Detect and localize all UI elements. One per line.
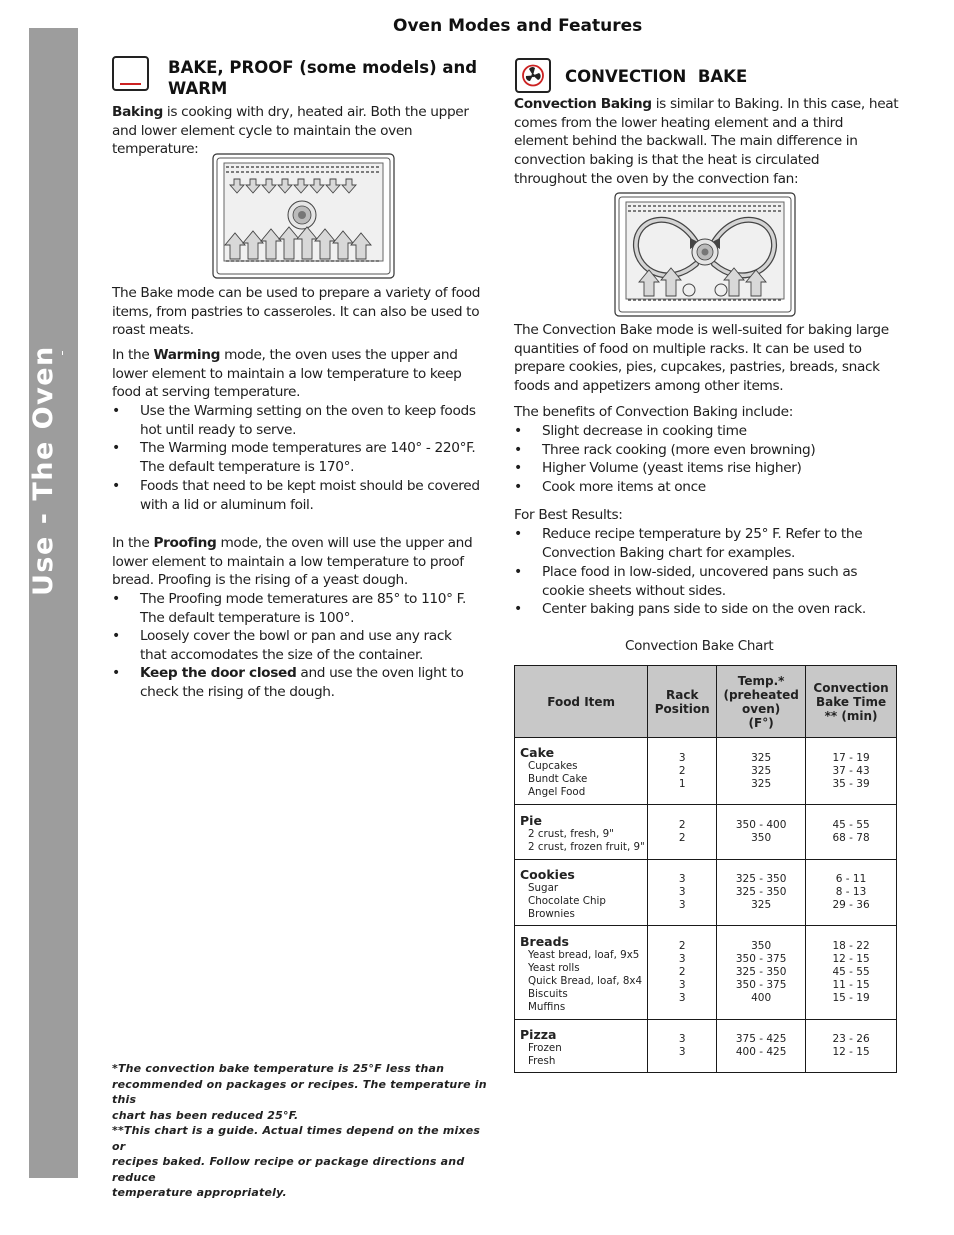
best-results-bullet-2-line2: cookie sheets without sides. xyxy=(542,582,726,599)
proofing-term: Proofing xyxy=(153,535,217,551)
header-rack-line2: Position xyxy=(654,701,710,716)
rack-value: 2 xyxy=(678,832,686,844)
warming-bullet-1 xyxy=(140,402,492,439)
header-time-line3: ** (min) xyxy=(824,708,878,723)
header-bake-time xyxy=(806,666,897,738)
temperature-value: 325 xyxy=(751,777,772,790)
bake-time-value: 37 - 43 xyxy=(832,764,870,777)
footnote-2-line1: **This chart is a guide. Actual times depend on the mixes or xyxy=(112,1124,481,1153)
header-rack-position xyxy=(648,666,717,738)
bake-oven-illustration xyxy=(212,153,395,279)
warming-term: Warming xyxy=(153,347,221,363)
best-results-bullet-1-line1: • Reduce recipe temperature by 25° F. Refer to the xyxy=(542,526,863,542)
footnote-1-line1: *The convection bake temperature is 25°F less than xyxy=(112,1062,445,1075)
bake-time-value: 35 - 39 xyxy=(832,777,870,790)
baking-line1: is cooking with dry, heated air. Both the upper xyxy=(166,104,469,120)
sidebar-tick-mark xyxy=(62,351,63,355)
convection-mode-line2: quantities of food on multiple racks. It can be used to xyxy=(514,340,862,357)
footnote-1-line2: recommended on packages or recipes. The temperature in this xyxy=(112,1077,487,1106)
temperature-value: 325 xyxy=(751,899,772,911)
temperature-value: 350 - 375 xyxy=(735,953,787,965)
header-temp-line2: (preheated xyxy=(723,687,799,702)
bake-time-value: 18 - 22 xyxy=(832,940,870,952)
temperature-cell xyxy=(717,926,806,1020)
rack-value: 3 xyxy=(678,979,686,991)
baking-line2: and lower element cycle to maintain the oven xyxy=(112,122,413,139)
convection-mode-paragraph xyxy=(514,321,906,396)
header-food-label: Food Item xyxy=(547,694,616,709)
proofing-bullet-3 xyxy=(140,664,492,701)
chart-row-pie xyxy=(515,805,897,860)
page-header: Oven Modes and Features xyxy=(393,16,643,36)
food-item: Quick Bread, loaf, 8x4 xyxy=(528,974,643,987)
warming-paragraph xyxy=(112,346,492,402)
warming-bullet-1-line2: hot until ready to serve. xyxy=(140,421,297,438)
convection-line5: throughout the oven by the convection fan: xyxy=(514,170,799,187)
food-category: Cookies xyxy=(520,866,575,882)
best-results-bullet-1-line2: Convection Baking chart for examples. xyxy=(542,544,795,561)
bake-mode-icon xyxy=(112,56,149,91)
proofing-line3: bread. Proofing is the rising of a yeast dough. xyxy=(112,572,408,589)
proofing-intro: In the xyxy=(112,535,150,551)
convection-line2: comes from the lower heating element and a third xyxy=(514,114,844,131)
food-item: Biscuits xyxy=(528,987,568,1000)
oven-element-icon xyxy=(120,83,141,85)
warming-line1: mode, the oven uses the upper and xyxy=(224,347,458,363)
temperature-value: 325 - 350 xyxy=(735,873,787,885)
food-item: Fresh xyxy=(528,1054,556,1067)
proofing-bullet-1-line2: The default temperature is 100°. xyxy=(140,609,355,626)
convection-mode-icon xyxy=(515,58,551,93)
header-temp xyxy=(717,666,806,738)
bake-mode-line3: roast meats. xyxy=(112,322,194,339)
food-item: Chocolate Chip xyxy=(528,894,606,907)
baking-term: Baking xyxy=(112,104,163,120)
temperature-value: 325 xyxy=(751,751,772,764)
bake-time-cell xyxy=(806,926,897,1020)
rack-position-cell xyxy=(648,805,717,860)
bake-time-value: 45 - 55 xyxy=(832,819,870,831)
temperature-cell xyxy=(717,805,806,860)
rack-value: 2 xyxy=(678,819,686,831)
warming-intro: In the xyxy=(112,347,150,363)
chart-row-cake xyxy=(515,738,897,805)
warming-bullet-3-line1: • Foods that need to be kept moist should be covered xyxy=(140,478,480,494)
rack-value: 3 xyxy=(678,1033,686,1045)
bake-title-line2: WARM xyxy=(168,79,228,98)
rack-value: 3 xyxy=(678,751,686,764)
chart-footnotes xyxy=(112,1061,496,1201)
chart-row-pizza xyxy=(515,1020,897,1073)
bake-time-cell xyxy=(806,805,897,860)
warming-line2: lower element to maintain a low temperature to keep xyxy=(112,365,462,382)
benefit-item: • Three rack cooking (more even browning) xyxy=(542,441,815,460)
header-food-item xyxy=(515,666,648,738)
bake-mode-line2: items, from pastries to casseroles. It can also be used to xyxy=(112,303,480,320)
best-results-bullet-3: • Center baking pans side to side on the oven rack. xyxy=(542,600,902,619)
chart-header-row xyxy=(515,666,897,738)
proofing-bullet-3-line1: and use the oven light to xyxy=(300,665,464,681)
food-item: 2 crust, fresh, 9" xyxy=(528,827,614,840)
keep-door-closed-term: Keep the door closed xyxy=(140,665,297,681)
rack-value: 3 xyxy=(678,886,686,898)
food-item-cell xyxy=(515,860,648,926)
rack-position-cell xyxy=(648,860,717,926)
temperature-value: 325 - 350 xyxy=(735,886,787,898)
temperature-cell xyxy=(717,1020,806,1073)
rack-value: 3 xyxy=(678,873,686,885)
food-item-cell xyxy=(515,1020,648,1073)
food-item: Yeast rolls xyxy=(528,961,580,974)
food-item: Angel Food xyxy=(528,786,586,798)
proofing-bullet-2-line2: that accomodates the size of the container. xyxy=(140,646,423,663)
chart-body xyxy=(515,738,897,1073)
benefit-item: • Cook more items at once xyxy=(542,478,706,497)
food-item: Sugar xyxy=(528,881,559,894)
bake-mode-line1: The Bake mode can be used to prepare a variety of food xyxy=(112,285,481,301)
food-category: Cake xyxy=(520,745,555,760)
header-temp-line4: (F°) xyxy=(748,715,774,730)
sidebar-title: Use - The Oven xyxy=(28,345,59,596)
food-category: Pizza xyxy=(520,1026,557,1042)
chart-row-cookies xyxy=(515,860,897,926)
warming-bullet-3-line2: with a lid or aluminum foil. xyxy=(140,496,314,513)
temperature-value: 400 - 425 xyxy=(735,1046,787,1058)
proofing-bullet-2-line1: • Loosely cover the bowl or pan and use any rack xyxy=(140,628,452,644)
food-category: Pie xyxy=(520,812,542,828)
header-temp-line3: oven) xyxy=(742,701,781,716)
bake-time-value: 15 - 19 xyxy=(832,992,870,1004)
food-item: Brownies xyxy=(528,907,575,920)
food-item: Frozen xyxy=(528,1041,562,1054)
proofing-bullet-3-line2: check the rising of the dough. xyxy=(140,683,335,700)
convection-line3: element behind the backwall. The main difference in xyxy=(514,133,858,150)
header-time-line1: Convection xyxy=(813,680,889,695)
rack-position-cell xyxy=(648,738,717,805)
rack-value: 3 xyxy=(678,899,686,911)
temperature-cell xyxy=(717,738,806,805)
bake-section-title xyxy=(168,57,477,99)
footnote-2-line2: recipes baked. Follow recipe or package directions and reduce xyxy=(112,1155,465,1184)
proofing-bullet-1 xyxy=(140,590,492,627)
food-item: Cupcakes xyxy=(528,760,578,772)
best-results-bullet-2-line1: • Place food in low-sided, uncovered pans such as xyxy=(542,564,858,580)
bake-time-value: 23 - 26 xyxy=(832,1033,870,1045)
warming-line3: food at serving temperature. xyxy=(112,384,301,401)
food-item: 2 crust, frozen fruit, 9" xyxy=(528,840,645,853)
baking-paragraph xyxy=(112,103,492,159)
header-temp-line1: Temp.* xyxy=(737,673,785,688)
bake-time-value: 29 - 36 xyxy=(832,899,870,911)
bake-time-value: 12 - 15 xyxy=(832,1046,870,1058)
proofing-line1: mode, the oven will use the upper and xyxy=(220,535,473,551)
bake-time-value: 68 - 78 xyxy=(832,832,870,844)
temperature-value: 375 - 425 xyxy=(735,1033,787,1045)
convection-mode-line4: foods and appetizers among other items. xyxy=(514,378,784,395)
proofing-bullet-2 xyxy=(140,627,492,664)
warming-bullet-2 xyxy=(140,439,492,476)
temperature-value: 325 - 350 xyxy=(735,966,787,978)
temperature-value: 400 xyxy=(751,992,772,1004)
header-time-line2: Bake Time xyxy=(815,694,887,709)
temperature-value: 325 xyxy=(751,764,772,777)
food-item: Bundt Cake xyxy=(528,773,588,785)
best-results-bullet-1 xyxy=(542,525,902,562)
rack-value: 3 xyxy=(678,992,686,1004)
rack-value: 3 xyxy=(678,953,686,965)
convection-paragraph xyxy=(514,95,900,189)
footnote-2-line3: temperature appropriately. xyxy=(112,1186,287,1199)
food-item: Yeast bread, loaf, 9x5 xyxy=(528,948,640,961)
food-item-cell xyxy=(515,926,648,1020)
temperature-value: 350 - 400 xyxy=(735,819,787,831)
bake-time-cell xyxy=(806,1020,897,1073)
bake-title-line1: BAKE, PROOF (some models) and xyxy=(168,58,478,77)
bake-time-value: 6 - 11 xyxy=(835,873,867,885)
warming-bullet-3 xyxy=(140,477,492,514)
best-results-bullet-2 xyxy=(542,563,902,600)
bake-time-value: 45 - 55 xyxy=(832,966,870,978)
rack-value: 2 xyxy=(678,940,686,952)
convection-section-title: CONVECTION BAKE xyxy=(565,67,748,86)
rack-value: 1 xyxy=(678,777,686,790)
chart-title: Convection Bake Chart xyxy=(625,638,774,654)
temperature-value: 350 xyxy=(751,940,772,952)
bake-time-cell xyxy=(806,860,897,926)
proofing-line2: lower element to maintain a low temperature to proof xyxy=(112,553,464,570)
temperature-value: 350 xyxy=(751,832,772,844)
rack-position-cell xyxy=(648,926,717,1020)
rack-value: 2 xyxy=(678,764,686,777)
convection-bake-chart xyxy=(514,665,897,1073)
convection-baking-term: Convection Baking xyxy=(514,96,652,112)
bake-time-value: 8 - 13 xyxy=(835,886,867,898)
sidebar-band xyxy=(29,28,78,1178)
benefit-item: • Higher Volume (yeast items rise higher) xyxy=(542,459,802,478)
food-item-cell xyxy=(515,738,648,805)
bake-mode-paragraph xyxy=(112,284,492,340)
proofing-bullet-1-line1: • The Proofing mode temeratures are 85° to 110° F. xyxy=(140,591,466,607)
warming-bullet-2-line2: The default temperature is 170°. xyxy=(140,458,355,475)
warming-bullet-2-line1: • The Warming mode temperatures are 140° - 220°F. xyxy=(140,440,476,456)
convection-oven-illustration xyxy=(614,192,796,317)
food-item: Muffins xyxy=(528,1000,566,1013)
temperature-cell xyxy=(717,860,806,926)
temperature-value: 350 - 375 xyxy=(735,979,787,991)
food-item-cell xyxy=(515,805,648,860)
best-results-intro: For Best Results: xyxy=(514,507,623,523)
convection-fan-icon xyxy=(517,60,549,91)
convection-line1: is similar to Baking. In this case, heat xyxy=(655,96,899,112)
convection-line4: convection baking is that the heat is circulated xyxy=(514,152,820,169)
header-rack-line1: Rack xyxy=(666,687,699,702)
chart-row-breads xyxy=(515,926,897,1020)
proofing-paragraph xyxy=(112,534,492,590)
benefit-item: • Slight decrease in cooking time xyxy=(542,422,747,441)
convection-mode-line3: prepare cookies, pies, cupcakes, pastries, breads, snack xyxy=(514,359,880,376)
bake-time-value: 12 - 15 xyxy=(832,953,870,965)
rack-position-cell xyxy=(648,1020,717,1073)
warming-bullet-1-line1: • Use the Warming setting on the oven to keep foods xyxy=(140,403,476,419)
food-category: Breads xyxy=(520,933,569,949)
rack-value: 3 xyxy=(678,1046,686,1058)
bake-time-value: 11 - 15 xyxy=(832,979,870,991)
bake-time-cell xyxy=(806,738,897,805)
bake-time-value: 17 - 19 xyxy=(832,751,870,764)
convection-mode-line1: The Convection Bake mode is well-suited for baking large xyxy=(514,322,889,338)
footnote-1-line3: chart has been reduced 25°F. xyxy=(112,1108,299,1122)
benefits-intro: The benefits of Convection Baking include: xyxy=(514,404,793,420)
rack-value: 2 xyxy=(678,966,686,978)
baking-line3: temperature: xyxy=(112,141,199,158)
